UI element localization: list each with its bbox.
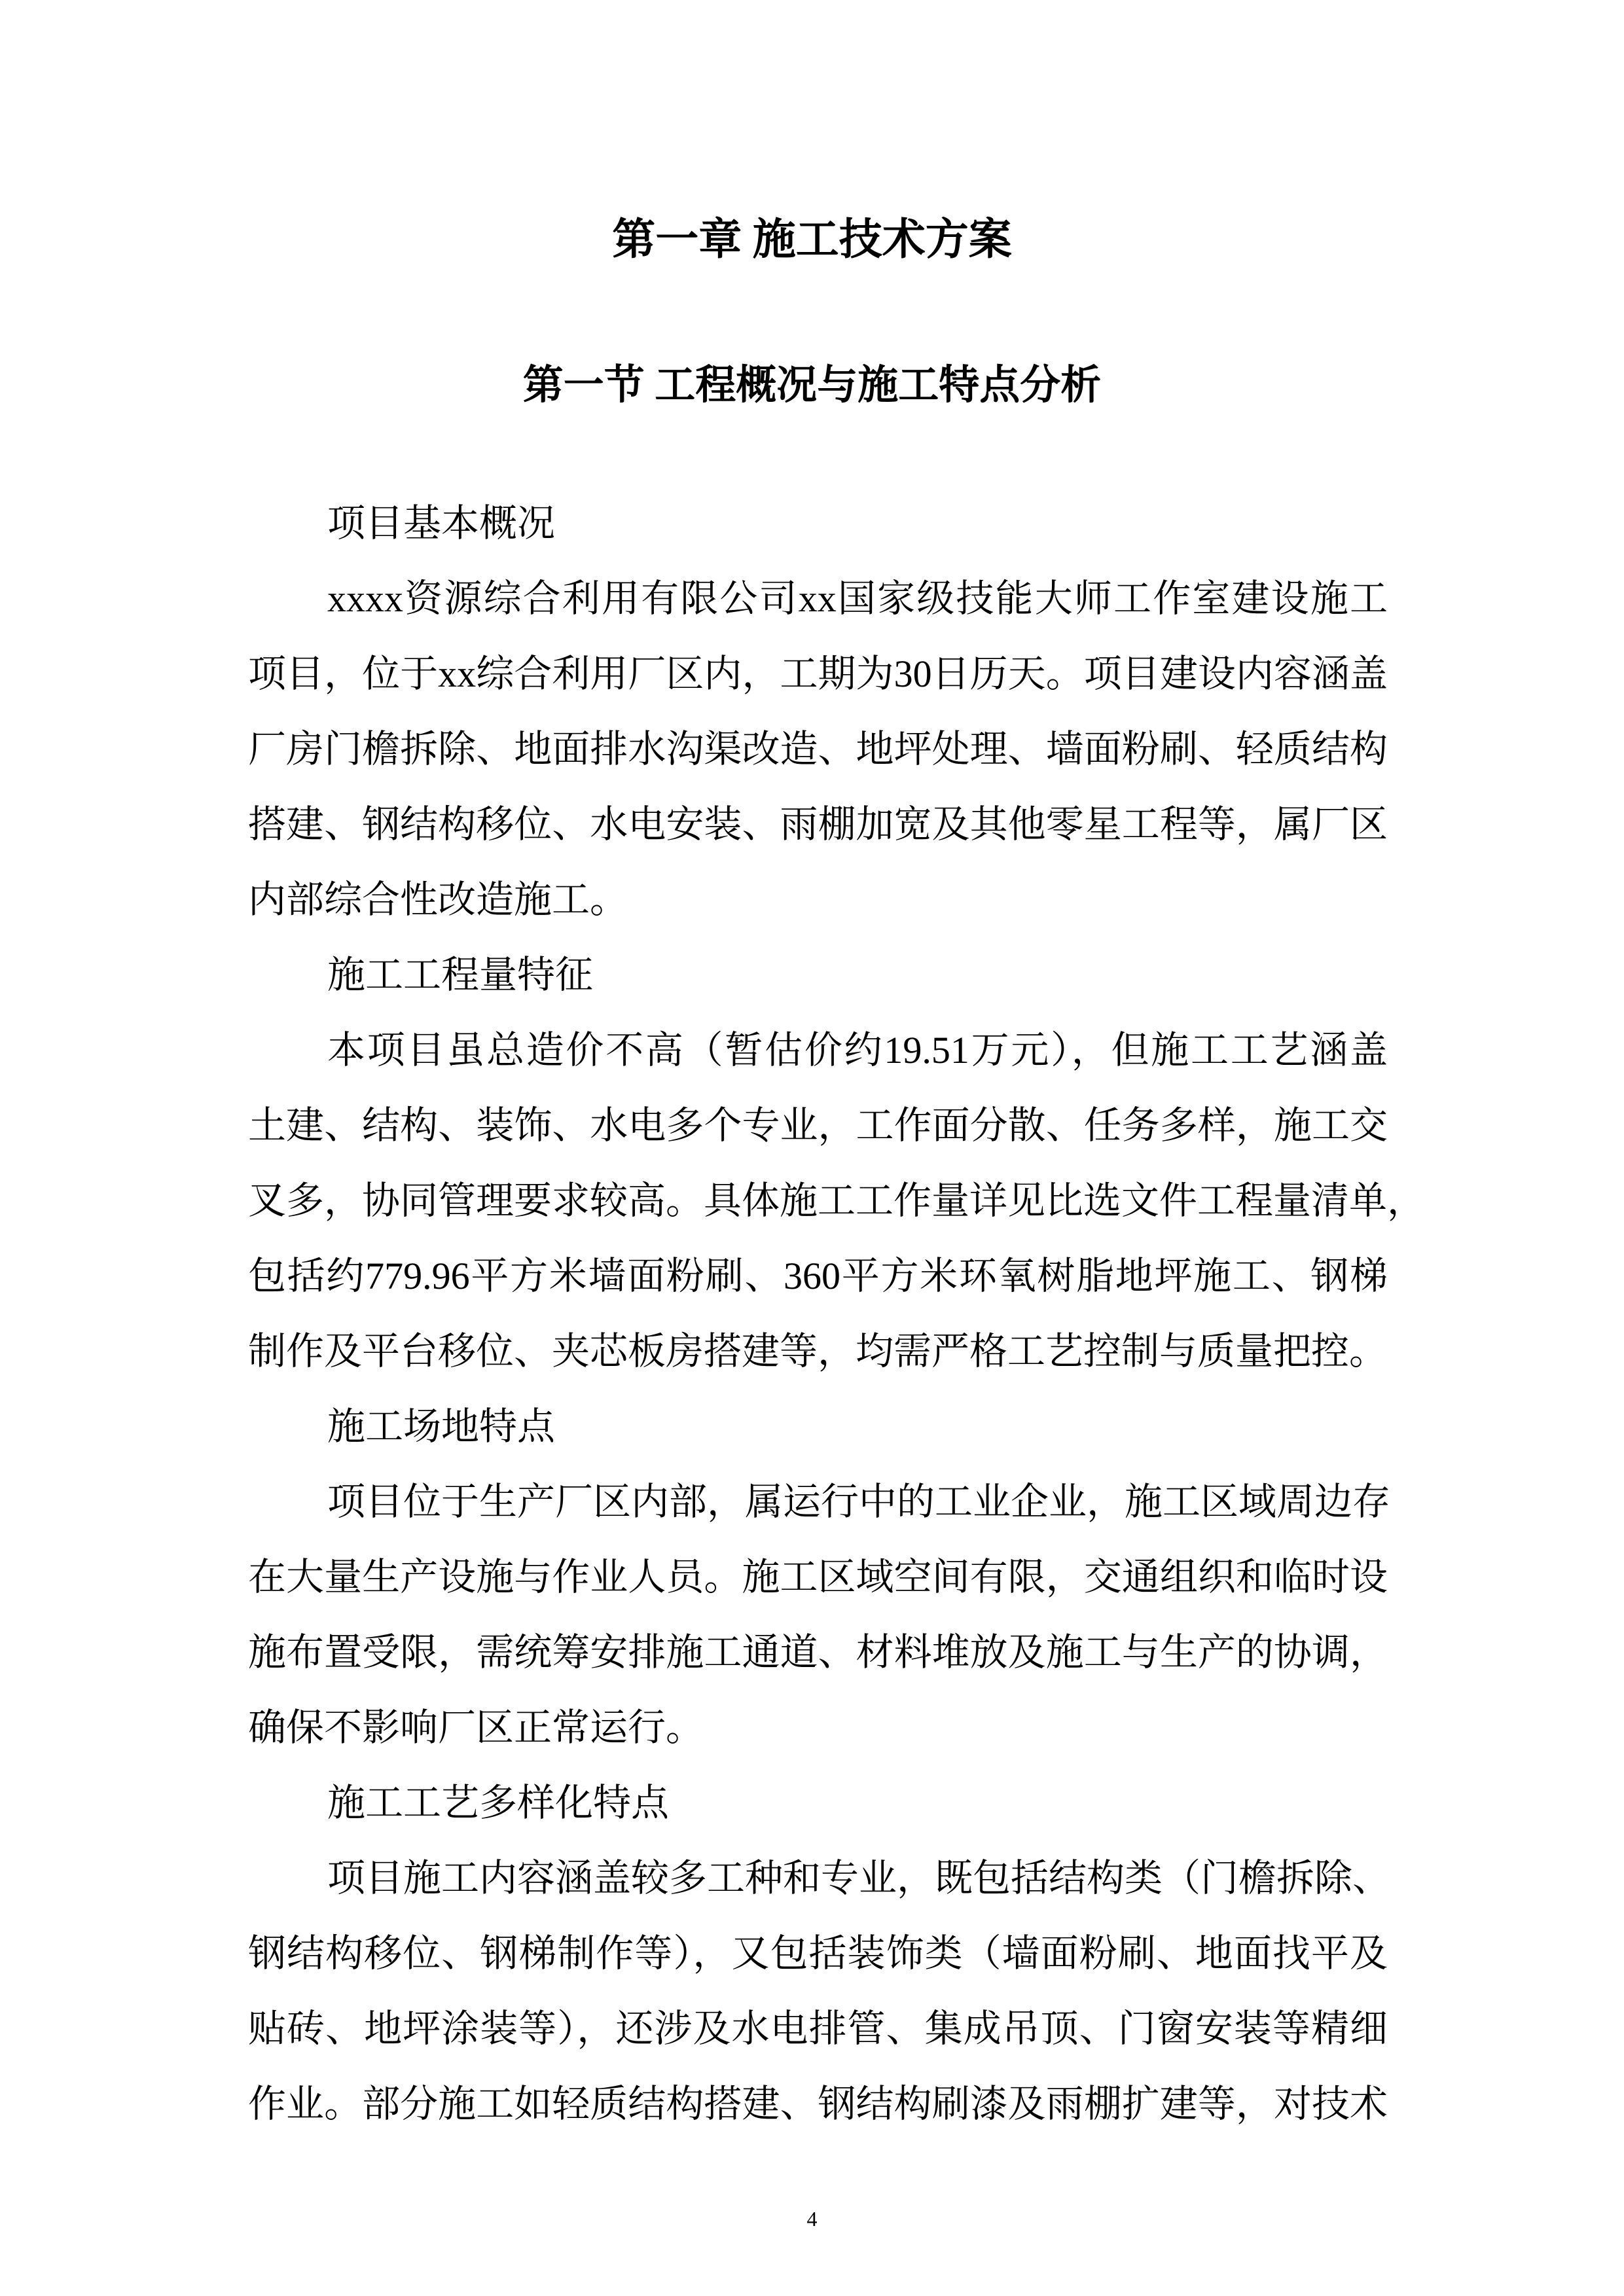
paragraph-heading: 项目基本概况 (327, 502, 556, 545)
paragraph (248, 561, 1388, 937)
text-line: xxxx资源综合利用有限公司xx国家级技能大师工作室建设施工 (327, 577, 1388, 620)
chapter-title: 第一章 施工技术方案 (612, 216, 1012, 264)
text-line: 搭建、钢结构移位、水电安装、雨棚加宽及其他零星工程等，属厂区 (248, 803, 1388, 846)
text-line: 确保不影响厂区正常运行。 (248, 1706, 704, 1749)
text-line: 包括约779.96平方米墙面粉刷、360平方米环氧树脂地坪施工、钢梯 (248, 1255, 1388, 1297)
text-line: 施布置受限，需统筹安排施工通道、材料堆放及施工与生产的协调， (248, 1631, 1388, 1674)
text-line: 贴砖、地坪涂装等），还涉及水电排管、集成吊顶、门窗安装等精细 (248, 2007, 1388, 2050)
text-line: 制作及平台移位、夹芯板房搭建等，均需严格工艺控制与质量把控。 (248, 1330, 1388, 1372)
paragraph (248, 1464, 1391, 1765)
paragraph-heading: 施工工程量特征 (327, 954, 594, 996)
text-line: 土建、结构、装饰、水电多个专业，工作面分散、任务多样，施工交 (248, 1104, 1388, 1147)
text-line: 本项目虽总造价不高（暂估价约19.51万元），但施工工艺涵盖 (327, 1029, 1388, 1071)
document-body (248, 486, 1426, 2142)
text-line: 作业。部分施工如轻质结构搭建、钢结构刷漆及雨棚扩建等，对技术 (248, 2083, 1388, 2125)
text-line: 项目施工内容涵盖较多工种和专业，既包括结构类（门檐拆除、 (327, 1857, 1391, 1899)
text-line: 叉多，协同管理要求较高。具体施工工作量详见比选文件工程量清单， (248, 1179, 1426, 1222)
text-line: 项目，位于xx综合利用厂区内，工期为30日历天。项目建设内容涵盖 (248, 653, 1388, 695)
paragraph-heading: 施工工艺多样化特点 (327, 1782, 670, 1824)
text-line: 钢结构移位、钢梯制作等），又包括装饰类（墙面粉刷、地面找平及 (248, 1932, 1388, 1975)
page-number: 4 (806, 2207, 818, 2231)
text-line: 内部综合性改造施工。 (248, 878, 628, 921)
section-title: 第一节 工程概况与施工特点分析 (522, 363, 1102, 408)
text-line: 项目位于生产厂区内部，属运行中的工业企业，施工区域周边存 (327, 1480, 1391, 1523)
paragraph-heading: 施工场地特点 (327, 1405, 556, 1448)
paragraph (248, 1840, 1391, 2142)
text-line: 在大量生产设施与作业人员。施工区域空间有限，交通组织和临时设 (248, 1556, 1388, 1598)
text-line: 厂房门檐拆除、地面排水沟渠改造、地坪处理、墙面粉刷、轻质结构 (248, 728, 1388, 770)
paragraph (248, 1013, 1426, 1389)
